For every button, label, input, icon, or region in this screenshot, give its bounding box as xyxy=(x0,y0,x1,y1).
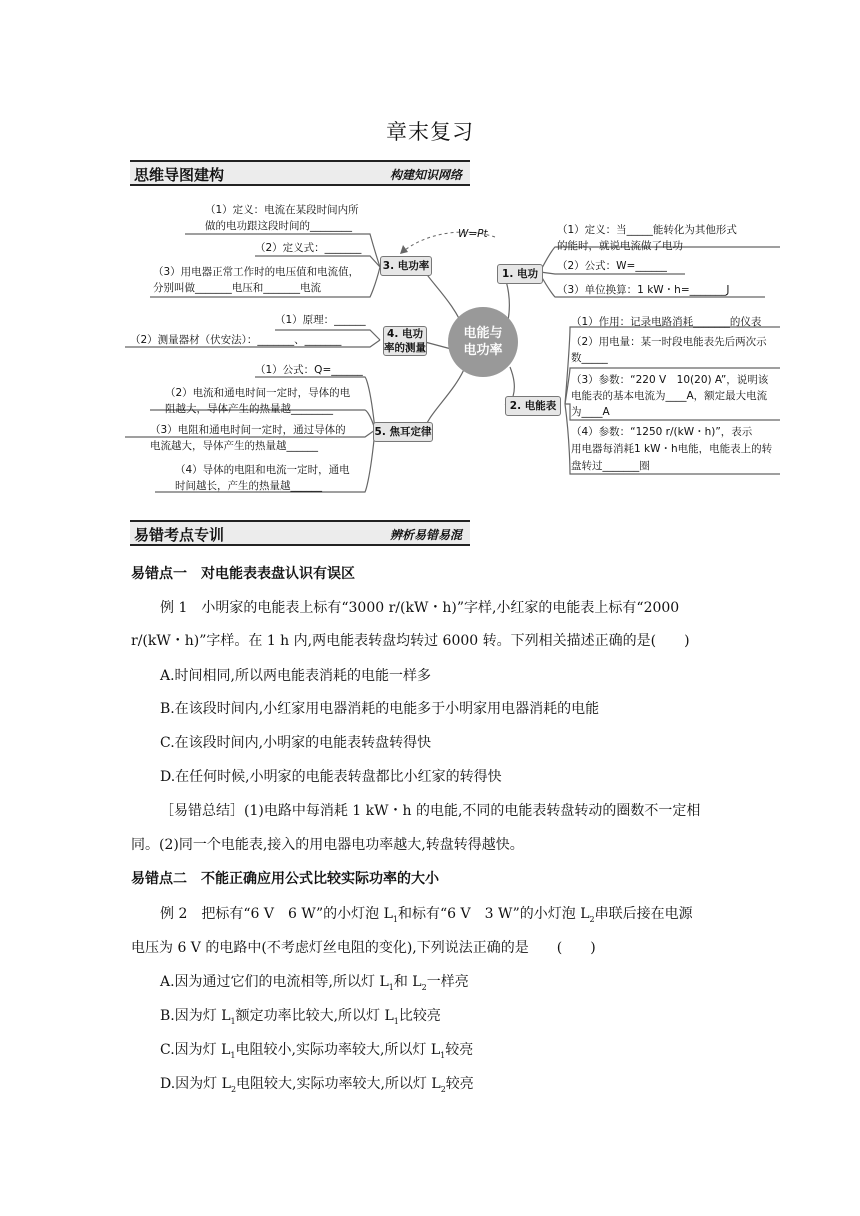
text-segment: 和标有“6 V 3 W”的小灯泡 L xyxy=(398,906,590,922)
n2-item-4: （4）参数：“1250 r/(kW・h)”，表示 xyxy=(571,426,753,438)
example-2-line-2: 电压为 6 V 的电路中(不考虑灯丝电阻的变化),下列说法正确的是 ( ) xyxy=(131,940,596,956)
example-1-option-c: C.在该段时间内,小明家的电能表转盘转得快 xyxy=(160,735,432,751)
section-banner-errors xyxy=(130,520,470,546)
error-point-2-heading: 易错点二 不能正确应用公式比较实际功率的大小 xyxy=(131,871,439,887)
text-segment: 较亮 xyxy=(445,1076,474,1092)
n5-item-4b: 时间越长，产生的热量越______ xyxy=(175,480,322,492)
text-segment: 较亮 xyxy=(445,1042,474,1058)
subscript: 1 xyxy=(392,914,398,924)
text-segment: 和 L xyxy=(393,974,422,990)
n4-item-1: （1）原理：______ xyxy=(275,314,366,326)
subscript: 2 xyxy=(421,982,427,992)
text-segment: D.因为灯 L xyxy=(160,1076,231,1092)
n2-item-4c: 盘转过_______圈 xyxy=(571,460,650,472)
text-segment: 一样亮 xyxy=(426,974,469,990)
text-segment: 电阻较大,实际功率较大,所以灯 L xyxy=(236,1076,441,1092)
subscript: 2 xyxy=(440,1084,446,1094)
error-point-1-heading: 易错点一 对电能表表盘认识有误区 xyxy=(131,566,355,582)
banner-title: 思维导图建构 xyxy=(134,166,225,184)
subscript: 1 xyxy=(388,982,394,992)
n5-item-4: （4）导体的电阻和电流一定时，通电 xyxy=(175,464,350,476)
n5-item-2: （2）电流和通电时间一定时，导体的电 xyxy=(165,387,351,399)
subscript: 2 xyxy=(589,914,595,924)
subscript: 1 xyxy=(230,1016,236,1026)
text-segment: 例 2 把标有“6 V 6 W”的小灯泡 L xyxy=(160,906,393,922)
example-2-option-b xyxy=(160,1005,441,1026)
banner-subtitle: 构建知识网络 xyxy=(389,168,462,182)
n2-item-3b: 电能表的基本电流为____A，额定最大电流 xyxy=(571,390,768,402)
n3-item-1: （1）定义：电流在某段时间内所 xyxy=(205,204,359,216)
n1-item-1b: 的能时，就说电流做了电功 xyxy=(557,240,683,252)
subscript: 1 xyxy=(393,1016,399,1026)
node-joule-law: 5. 焦耳定律 xyxy=(373,422,433,442)
example-1-line-2: r/(kW・h)”字样。在 1 h 内,两电能表转盘均转过 6000 转。下列相关描述正确的是( ) xyxy=(131,633,690,649)
example-1-option-a: A.时间相同,所以两电能表消耗的电能一样多 xyxy=(160,668,432,684)
n2-item-3: （3）参数：“220 V 10(20) A”，说明该 xyxy=(571,374,769,386)
node-electric-work: 1. 电功 xyxy=(497,264,543,284)
node-energy-meter: 2. 电能表 xyxy=(505,396,561,416)
error-summary-line-2: 同。(2)同一个电能表,接入的用电器电功率越大,转盘转得越快。 xyxy=(131,837,524,853)
text-segment: C.因为灯 L xyxy=(160,1042,231,1058)
example-1-option-b: B.在该段时间内,小红家用电器消耗的电能多于小明家用电器消耗的电能 xyxy=(160,701,600,717)
n3-item-3b: 分别叫做_______电压和_______电流 xyxy=(153,282,321,294)
n1-item-2: （2）公式：W=______ xyxy=(557,260,667,272)
n2-item-1: （1）作用：记录电路消耗_______的仪表 xyxy=(571,316,762,328)
center-label: 电能与电功率 xyxy=(463,326,503,358)
n3-item-2: （2）定义式：_______ xyxy=(255,242,362,254)
n4-item-2: （2）测量器材（伏安法）：_______、_______ xyxy=(130,334,342,346)
text-segment: 比较亮 xyxy=(398,1008,441,1024)
banner-title: 易错考点专训 xyxy=(134,526,225,544)
n5-item-3b: 电流越大，导体产生的热量越______ xyxy=(150,440,318,452)
text-segment: 电阻较小,实际功率较大,所以灯 L xyxy=(235,1042,441,1058)
mind-map xyxy=(125,192,785,502)
n3-item-1b: 做的电功跟这段时间的________ xyxy=(205,220,352,232)
example-1-option-d: D.在任何时候,小明家的电能表转盘都比小红家的转得快 xyxy=(160,769,502,785)
n2-item-3c: 为____A xyxy=(571,406,610,418)
node-power-measurement: 4. 电功率的测量 xyxy=(384,328,426,354)
text-segment: 额定功率比较大,所以灯 L xyxy=(235,1008,394,1024)
n3-item-3: （3）用电器正常工作时的电压值和电流值， xyxy=(153,266,360,278)
mind-map-center xyxy=(448,307,518,377)
text-segment: A.因为通过它们的电流相等,所以灯 L xyxy=(160,974,389,990)
n2-item-2: （2）用电量：某一时段电能表先后两次示 xyxy=(571,336,767,348)
text-segment: 串联后接在电源 xyxy=(594,906,693,922)
section-banner-mindmap xyxy=(130,160,470,186)
n5-item-1: （1）公式：Q=______ xyxy=(255,364,363,376)
node-electric-power: 3. 电功率 xyxy=(380,256,432,276)
example-2-option-d xyxy=(160,1073,474,1094)
n2-item-4b: 用电器每消耗1 kW・h电能，电能表上的转 xyxy=(571,443,773,455)
subscript: 2 xyxy=(230,1084,237,1094)
n1-item-3: （3）单位换算：1 kW・h=_______J xyxy=(557,284,730,296)
subscript: 1 xyxy=(230,1050,236,1060)
banner-subtitle: 辨析易错易混 xyxy=(389,528,462,542)
error-summary-line-1: ［易错总结］(1)电路中每消耗 1 kW・h 的电能,不同的电能表转盘转动的圈数不一定相 xyxy=(160,803,701,819)
n2-item-2b: 数_____ xyxy=(571,352,608,364)
page-title: 章末复习 xyxy=(386,120,474,144)
example-2-option-c xyxy=(160,1039,473,1060)
text-segment: B.因为灯 L xyxy=(160,1008,231,1024)
formula-arc-label: W=Pt xyxy=(458,228,488,240)
example-1-line-1: 例 1 小明家的电能表上标有“3000 r/(kW・h)”字样,小红家的电能表上标有“2000 xyxy=(160,600,680,616)
example-2-line-1 xyxy=(160,903,693,924)
n1-item-1: （1）定义：当_____能转化为其他形式 xyxy=(557,224,737,236)
n5-item-2b: 阻越大，导体产生的热量越________ xyxy=(165,403,333,415)
example-2-option-a xyxy=(160,971,469,992)
subscript: 1 xyxy=(440,1050,446,1060)
n5-item-3: （3）电阻和通电时间一定时，通过导体的 xyxy=(150,424,346,436)
